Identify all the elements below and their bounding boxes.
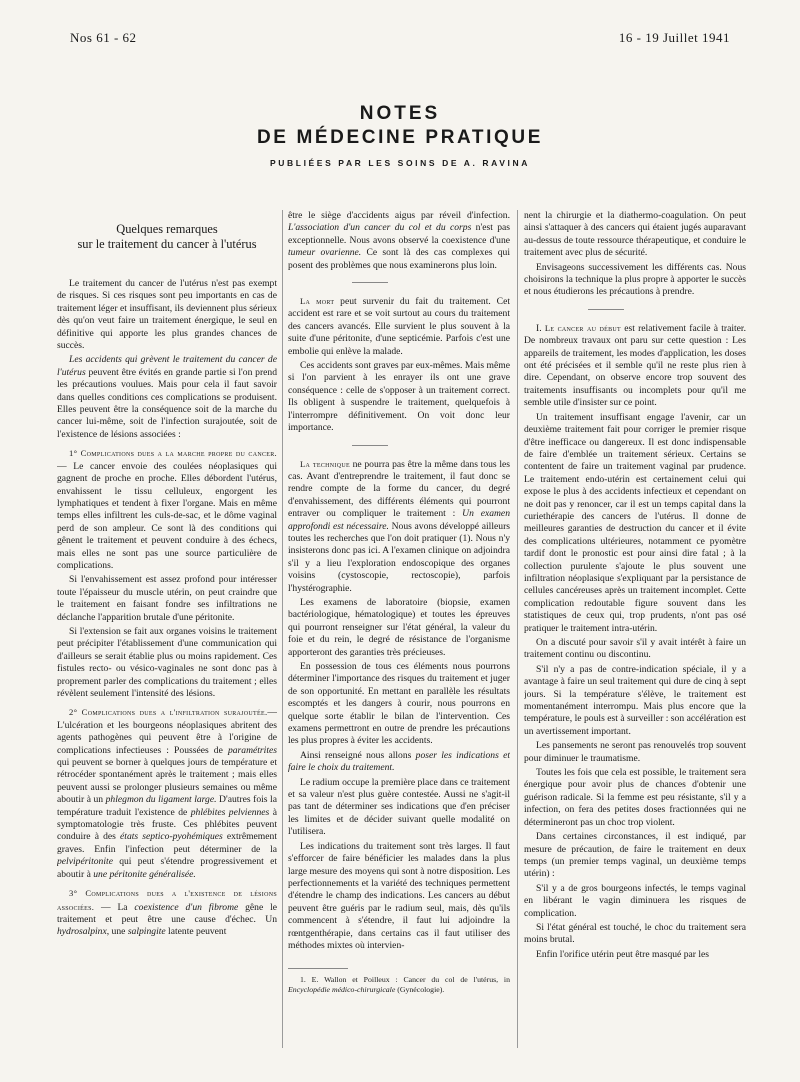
text: —L'ulcération et les bourgeons néoplasiques abritent des agents pathogènes qui peuvent être à l'origine de complications infectieuses : Poussées de [57,707,277,756]
text: à symptomatologie très fruste. Ces phlébites peuvent conduire à des [57,806,277,843]
emphasis: Les accidents qui grèvent le traitement du cancer de l'utérus [57,354,277,378]
paragraph-circonstances: Dans certaines circonstances, il est indiqué, par mesure de précaution, de faire le traitement en deux temps (un premier temps vaginal, un deuxième temps utérin) : [524,831,746,880]
emphasis: phlegmon du ligament large. [105,794,217,806]
paragraph-possession: En possession de tous ces éléments nous pourrons déterminer l'importance des risques du traitement et juger de son opportunité. En mettant en parallèle les résultats escomptés et les dangers à courir, nous pourrons en quelque sorte établir le bilan de l'intervention. Ces examens permettront en outre de prendre les précautions les plus propres à éviter les accidents. [288,661,510,747]
masthead-title-line2: DE MÉDECINE PRATIQUE [256,127,543,148]
text: (Gynécologie). [395,985,445,995]
text: Ce sont là des cas complexes qui posent des problèmes que nous examinerons plus loin. [288,247,510,271]
emphasis: paramétrites [227,744,277,756]
paragraph-radium: Le radium occupe la première place dans ce traitement et sa valeur n'est plus guère contestée. Aussi ne s'agit-il pas tant de déterminer ses indications que d'en préciser les limites et de décider suivant quelle modalité on l'utilisera. [288,776,510,838]
emphasis: états septico-pyohémiques [120,831,223,843]
footnote-rule [288,968,348,969]
small-caps-lead: La mort [300,296,335,307]
paragraph-contre-indication: S'il n'y a pas de contre-indication spéciale, il y a avantage à faire un seul traitement qui dure de cinq à sept jours. Si la température s'élève, le traitement est momentanément interrompu. Mais plus encore que la température, le pouls est à surveiller : son accélération est un avertissement important. [524,663,746,737]
masthead [0,102,800,168]
column-3 [524,210,746,1062]
emphasis: Encyclopédie médico-chirurgicale [288,985,396,995]
paragraph-indications [288,750,510,775]
text: est relativement facile à traiter. De nombreux travaux ont paru sur cette question : Les appareils de traitement, les modes d'application, les doses ont été précisées et il semble qu'il ne reste plus rien à dire. Cependant, on observe encore trop souvent des traitements insuffisants ou incomplets pour qu'il me semble utile d'insister sur ce point. [524,322,746,409]
column-2 [288,210,510,1062]
masthead-title-line1: NOTES [359,103,441,124]
emphasis: pelvipéritonite [57,856,113,868]
emphasis: tumeur ovarienne. [288,247,362,259]
emphasis: poser les indications et faire le choix du traitement. [288,749,510,774]
text: Ainsi renseigné nous allons [300,749,416,761]
paragraph-insuffisant: Un traitement insuffisant engage l'avenir, car un deuxième traitement fait pour corriger le premier risque d'être inefficace ou dangereux. Il est donc indispensable de faire d'emblée un traitement sérieux. Certains se contentent de faire un traitement vaginal par prudence. Le traitement endo-utérin est certainement celui qui expose le plus à des accidents infectieux et cependant on ne doit pas y renoncer, car il est un temps capital dans la curiethérapie des cancers de l'utérus. Il donne de meilleures garanties de destruction du cancer et il évite des complications ultérieures, notamment ce pyomètre tardif dont le pronostic est pour ainsi dire fatal ; à la collection purulente s'ajoute le plus souvent une infiltration néoplasique s'expliquant par la persistance de cellules cancéreuses après un traitement incomplet. Cette complication redoutable figure souvent dans les statistiques de ceux qui, trop prudents, n'ont pas osé pratiquer le traitement intra-utérin. [524,411,746,634]
section-1 [57,447,277,572]
text: être le siège d'accidents aigus par réveil d'infection. [288,210,510,221]
text: qui peuvent se borner à quelques jours de température et rétrocéder spontanément après le traitement ; mais elles peuvent aussi se prolonger plusieurs semaines ou même aboutir à un [57,757,277,806]
text: latente peuvent [165,926,227,938]
text: — La [94,901,135,913]
text: peut survenir du fait du traitement. Cet accident est rare et se voit surtout au cours du traitement des cancers avancés. Elle survient le plus souvent à la suite d'une péritonite, d'une septicémie. Parfois c'est une embolie qui enlève la malade. [288,296,510,357]
section-3-heading: 3° Complications dues a l'existence de lésions associées. [57,888,277,912]
masthead-subtitle: PUBLIÉES PAR LES SOINS DE A. RAVINA [270,158,530,168]
paragraph-discute: On a discuté pour savoir s'il y avait intérêt à faire un traitement continu ou discontinu. [524,637,746,661]
article-title-line2: sur le traitement du cancer à l'utérus [77,237,257,251]
paragraph-cancer-debut [524,322,746,410]
section-3 [57,887,277,939]
paragraph-laboratoire: Les examens de laboratoire (biopsie, examen bactériologique, hématologique) et toutes les épreuves qui pourront renseigner sur l'état général, la valeur du foie et du rein, le degré de résistance de l'organisme apporteront des garanties très précieuses. [288,596,510,658]
paragraph-continuation [288,210,510,272]
paragraph-accidents [57,354,277,441]
emphasis: salpingite [127,926,166,938]
text: — Le cancer envoie des coulées néoplasiques qui gagnent de proche en proche. Elles débordent l'utérus, envahissent le tissu celluleux, engorgent les lymphatiques et tendent à fixer l'organe. Mais en même temps elles infiltrent les culs-de-sac, et le dôme vaginal perd de son ampleur. Ce sont là des conditions qui gênent le traitement et peuvent conduire à des échecs, mais elles ne sont pas une source particulière de complications. [57,460,277,571]
text: n'est pas exceptionnelle. Nous avons observé la coexistence d'une [288,222,510,246]
paragraph-energique: Toutes les fois que cela est possible, le traitement sera énergique pour avoir plus de chances d'obtenir une guérison radicale. Si la femme est peu résistante, s'il y a infection, on fera des petites doses fractionnées qui ne détermineront pas un choc trop violent. [524,767,746,828]
paragraph-accidents-graves: Ces accidents sont graves par eux-mêmes. Mais même si l'on parvient à les enrayer ils ont une grave conséquence : celle de s'opposer à un traitement correct. Ils obligent à suspendre le traitement, quelquefois à l'interrompre définitivement. On voit donc leur importance. [288,360,510,434]
paragraph-continuation: nent la chirurgie et la diathermo-coagulation. On peut ainsi s'attaquer à des cancers qui étaient jugés auparavant au-dessus de toute ressource thérapeutique, et conduire le traitement avec plus de sécurité. [524,210,746,259]
paragraph-orifice: Enfin l'orifice utérin peut être masqué par les [536,948,710,960]
paragraph-extension: Si l'extension se fait aux organes voisins le traitement peut précipiter l'établissement d'une communication qui d'ailleurs se serait établie plus ou moins rapidement. Ces fistules recto- ou vésico-vaginales ne sont donc pas à proprement parler des complications du traitement ; elles révèlent seulement l'intensité des lésions. [57,625,277,699]
text: ne pourra pas être la même dans tous les cas. Avant d'entreprendre le traitement, il faut donc se rendre compte de la forme du cancer, du degré d'envahissement, des différents éléments qui pourront entraver ou compliquer le traitement : [288,458,510,520]
running-head [70,30,730,52]
small-caps-lead: Le cancer au début [544,322,622,333]
text: , une [106,926,128,938]
emphasis: Un examen approfondi est nécessaire. [288,508,510,532]
paragraph-intro: Le traitement du cancer de l'utérus n'est pas exempt de risques. Si ces risques sont peu importants en cas de traitement léger et insuffisant, ils deviennent plus sérieux dès qu'on veut faire un traitement énergique, le seul en définitive qui apporte les plus grandes chances de succès. [57,278,277,352]
article-title [57,222,277,252]
section-2 [57,706,277,881]
section-1-heading: 1° Complications dues a la marche propre du cancer. [69,448,277,459]
column-separator-2 [517,210,518,1048]
emphasis: une péritonite généralisée. [93,868,196,880]
issue-number: Nos 61 - 62 [70,30,137,45]
text: 1. E. Wallon et Poilleux : Cancer du col de l'utérus, in [300,975,510,985]
section-divider [352,445,388,446]
section-2-heading: 2° Complications dues a l'infiltration surajoutée. [69,707,268,718]
text: extrêmement graves. Enfin l'infection peut déterminer de la [57,831,277,855]
paragraph-bourgeons: S'il y a de gros bourgeons infectés, le temps vaginal en libérant le vagin diminuera les risques de complication. [524,882,746,919]
paragraph-technique [288,458,510,595]
column-1 [57,210,277,1062]
paragraph-larges: Les indications du traitement sont très larges. Il faut s'efforcer de faire bénéficier les malades dans la plus large mesure des moyens qui sont à notre disposition. Les perfectionnements et la variété des techniques permettent d'étendre le champ des indications. Les cancers au début peuvent être guéris par le radium seul, mais, dès qu'ils commencent à s'étendre, il faut lui adjoindre la rœntgenthérapie, dans certains cas il faut utiliser des méthodes mixtes où intervien- [288,840,510,951]
paragraph-mort [288,295,510,358]
text: Nous avons développé ailleurs toutes les recherches que l'on doit pratiquer (1). Nous n'y insisterons donc pas ici. A l'examen clinique on adjoindra s'il y a lieu l'exploration endoscopique des organes voisins (cystoscopie, rectoscopie), parfois l'hystérographie. [288,520,510,594]
text: peuvent être évités en grande partie si l'on prend les précautions voulues. Mais pour cela il faut savoir dans quelles conditions ces complications se produisent. Elles peuvent être la conséquence soit de la marche du cancer lui-même, soit de l'infection surajoutée, soit de l'existence de lésions associées : [57,366,277,440]
emphasis: coexistence d'un fibrome [134,901,239,913]
emphasis: phlébites pelviennes [190,806,270,818]
footnote [288,975,510,995]
section-divider [588,309,624,310]
issue-date: 16 - 19 Juillet 1941 [618,30,730,45]
article-title-line1: Quelques remarques [116,222,218,236]
small-caps-lead: La technique [300,458,350,469]
paragraph-envahissement: Si l'envahissement est assez profond pour intéresser toute l'épaisseur du muscle utérin, on peut craindre que le traitement en faisant fondre ses infiltrations ne déclanche l'apparition brutale d'une péritonite. [57,574,277,623]
section-divider [352,282,388,283]
text: qui peut s'étendre progressivement et aboutir à [57,856,277,880]
text: I. [536,322,545,334]
emphasis: L'association d'un cancer du col et du corps [288,222,472,234]
paragraph-pansements: Les pansements ne seront pas renouvelés trop souvent pour diminuer le traumatisme. [524,740,746,764]
paragraph-etat-general: Si l'état général est touché, le choc du traitement sera moins brutal. [524,921,746,946]
emphasis: hydrosalpinx [57,926,107,938]
paragraph-envisageons: Envisageons successivement les différents cas. Nous choisirons la technique la plus propre à apporter le succès et nous étudierons les précautions à prendre. [524,261,746,298]
text: D'autres fois la température traduit l'existence de [57,794,277,818]
column-separator-1 [282,210,283,1048]
text: gêne le traitement et peut être une cause d'échec. Un [57,901,277,925]
